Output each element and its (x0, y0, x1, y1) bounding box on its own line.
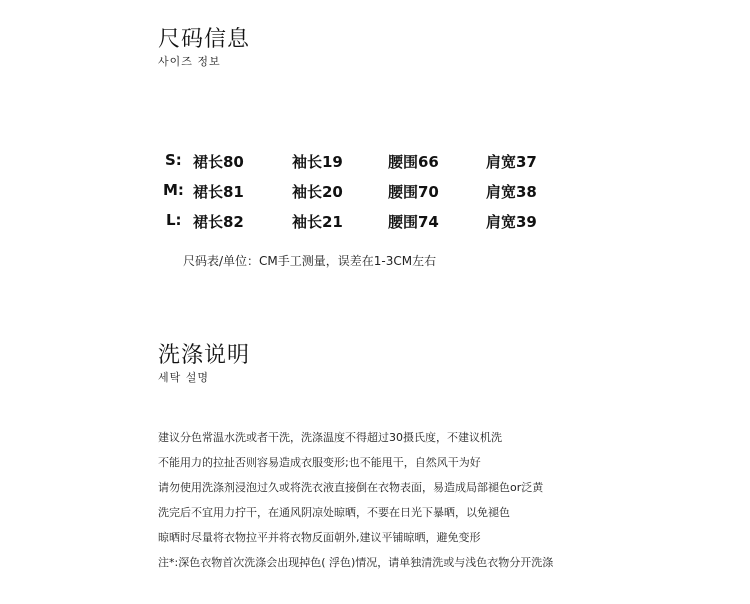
size-l-length: 裙长82 (193, 213, 244, 231)
size-info-subtitle: 사이즈 정보 (158, 55, 221, 68)
size-label-l: L: (166, 211, 182, 229)
size-info-title: 尺码信息 (158, 27, 251, 52)
size-m-sleeve: 袖长20 (292, 183, 343, 201)
wash-line-5: 晾晒时尽量将衣物拉平并将衣物反面朝外,建议平铺晾晒，避免变形 (158, 531, 481, 544)
size-l-shoulder: 肩宽39 (486, 213, 537, 231)
size-m-length: 裙长81 (193, 183, 244, 201)
size-m-waist: 腰围70 (388, 183, 439, 201)
wash-line-2: 不能用力的拉扯否则容易造成衣服变形;也不能甩干，自然风干为好 (158, 456, 481, 469)
wash-line-3: 请勿使用洗涤剂浸泡过久或将洗衣液直接倒在衣物表面，易造成局部褪色or泛黄 (158, 481, 544, 494)
wash-line-6: 注*:深色衣物首次洗涤会出现掉色( 浮色)情况，请单独清洗或与浅色衣物分开洗涤 (158, 556, 554, 569)
size-s-shoulder: 肩宽37 (486, 153, 537, 171)
wash-line-1: 建议分色常温水洗或者干洗，洗涤温度不得超过30摄氏度，不建议机洗 (158, 431, 502, 444)
size-label-s: S: (165, 151, 182, 169)
wash-info-title: 洗涤说明 (158, 343, 251, 368)
size-s-sleeve: 袖长19 (292, 153, 343, 171)
size-label-m: M: (163, 181, 184, 199)
size-note: 尺码表/单位：CM手工测量，误差在1-3CM左右 (183, 254, 437, 268)
size-l-sleeve: 袖长21 (292, 213, 343, 231)
size-s-length: 裙长80 (193, 153, 244, 171)
size-l-waist: 腰围74 (388, 213, 439, 231)
wash-info-subtitle: 세탁 설명 (158, 371, 210, 384)
size-s-waist: 腰围66 (388, 153, 439, 171)
wash-line-4: 洗完后不宜用力拧干，在通风阴凉处晾晒，不要在日光下暴晒，以免褪色 (158, 506, 510, 519)
size-m-shoulder: 肩宽38 (486, 183, 537, 201)
